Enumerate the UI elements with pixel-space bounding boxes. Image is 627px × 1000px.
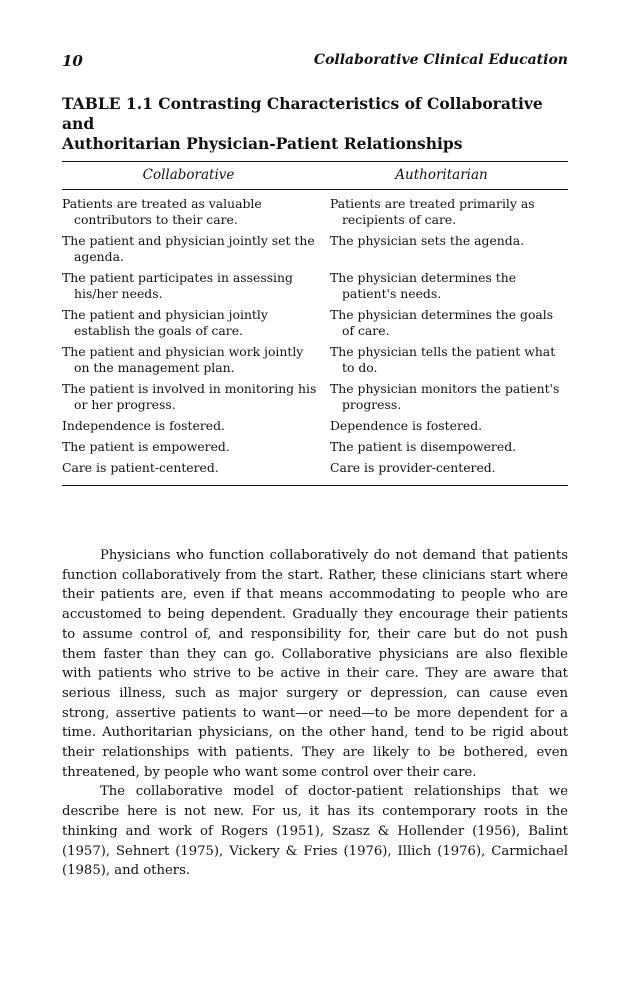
cell-text: Patients are treated as valuable contributors to their care. (62, 196, 262, 227)
table-row (62, 233, 568, 270)
comparison-table (62, 196, 568, 481)
collaborative-cell (62, 196, 330, 233)
cell-text: The patient is empowered. (62, 439, 230, 454)
authoritarian-cell (330, 270, 568, 307)
table-bottom-rule (62, 485, 568, 486)
collaborative-cell (62, 439, 330, 460)
page-header (62, 52, 568, 76)
authoritarian-cell (330, 307, 568, 344)
cell-text: The physician monitors the patient's progress. (330, 381, 560, 412)
book-page (62, 52, 568, 881)
authoritarian-cell (330, 439, 568, 460)
table-row (62, 344, 568, 381)
authoritarian-cell (330, 381, 568, 418)
cell-text: Independence is fostered. (62, 418, 225, 433)
table-column-headers (62, 162, 568, 187)
table-header-rule (62, 189, 568, 190)
column-header-authoritarian: Authoritarian (395, 167, 488, 183)
cell-text: The patient participates in assessing his/her needs. (62, 270, 293, 301)
authoritarian-cell (330, 344, 568, 381)
cell-text: The patient is disempowered. (330, 439, 517, 454)
column-header-collaborative: Collaborative (142, 167, 235, 183)
cell-text: The patient and physician jointly set the agenda. (62, 233, 315, 264)
collaborative-cell (62, 270, 330, 307)
collaborative-cell (62, 344, 330, 381)
body-paragraph-1: Physicians who function collaboratively do not demand that patients function collaboratively from the start. Rather, these clinicians start where their patients are, even if that means accommodating to people who are accustomed to being dependent. Gradually they encourage their patients to assume control of, and responsibility for, their care but do not push them faster than they can go. Collaborative physicians are also flexible with patients who strive to be active in their care. They are aware that serious illness, such as major surgery or depression, can cause even strong, assertive patients to want—or need—to be more dependent for a time. Authoritarian physicians, on the other hand, tend to be rigid about their relationships with patients. They are likely to be bothered, even threatened, by people who want some control over their care. (62, 548, 568, 780)
authoritarian-cell (330, 418, 568, 439)
body-paragraph-2: The collaborative model of doctor-patient relationships that we describe here is not new. For us, it has its contemporary roots in the thinking and work of Rogers (1951), Szasz & Hollender (1956), Balint (1957), Sehnert (1975), Vickery & Fries (1976), Illich (1976), Carmichael (1985), and others. (62, 784, 568, 879)
page-number: 10 (62, 52, 83, 70)
collaborative-cell (62, 381, 330, 418)
collaborative-cell (62, 233, 330, 270)
authoritarian-cell (330, 233, 568, 270)
cell-text: Patients are treated primarily as recipients of care. (330, 196, 535, 227)
cell-text: Dependence is fostered. (330, 418, 483, 433)
authoritarian-cell (330, 196, 568, 233)
table-row (62, 270, 568, 307)
cell-text: Care is patient-centered. (62, 460, 219, 475)
collaborative-cell (62, 460, 330, 481)
collaborative-cell (62, 418, 330, 439)
cell-text: The patient is involved in monitoring his or her progress. (62, 381, 317, 412)
cell-text: The patient and physician jointly establish the goals of care. (62, 307, 268, 338)
table-row (62, 439, 568, 460)
table-title (62, 94, 568, 154)
cell-text: The physician determines the goals of care. (330, 307, 554, 338)
cell-text: The physician tells the patient what to do. (330, 344, 556, 375)
cell-text: Care is provider-centered. (330, 460, 496, 475)
collaborative-cell (62, 307, 330, 344)
table-title-line-1: TABLE 1.1 Contrasting Characteristics of Collaborative and (62, 94, 543, 133)
cell-text: The physician sets the agenda. (330, 233, 525, 248)
running-title: Collaborative Clinical Education (313, 52, 568, 68)
cell-text: The patient and physician work jointly on the management plan. (62, 344, 304, 375)
table-row (62, 307, 568, 344)
table-row (62, 460, 568, 481)
table-row (62, 381, 568, 418)
table-row (62, 196, 568, 233)
authoritarian-cell (330, 460, 568, 481)
cell-text: The physician determines the patient's needs. (330, 270, 517, 301)
table-title-line-2: Authoritarian Physician-Patient Relationships (62, 134, 463, 153)
table-row (62, 418, 568, 439)
body-text (62, 546, 568, 881)
